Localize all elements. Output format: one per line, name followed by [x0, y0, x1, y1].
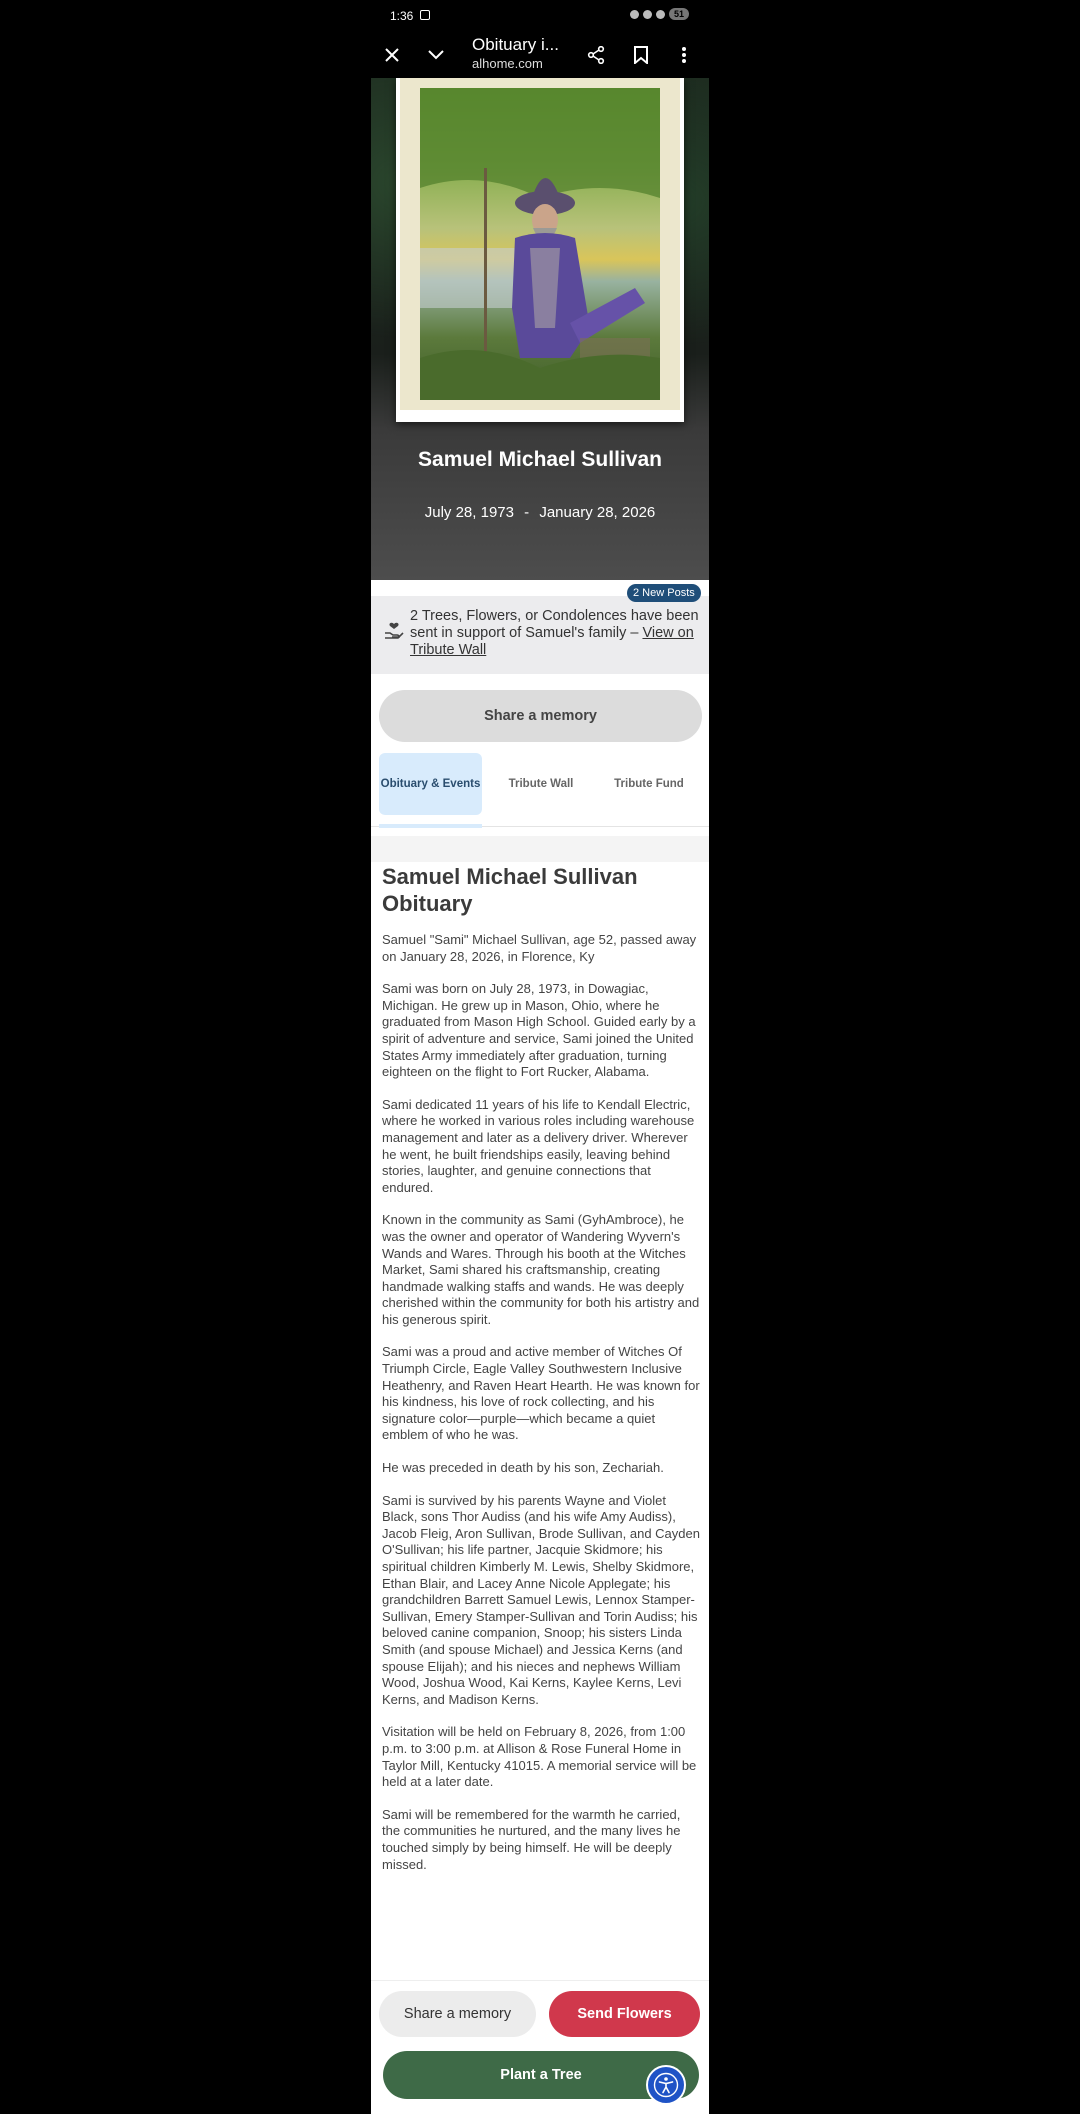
- obituary-article: [382, 862, 700, 1873]
- chevron-down-icon[interactable]: [423, 42, 449, 68]
- portrait-mat: [400, 78, 680, 410]
- status-bar: [371, 0, 709, 32]
- birth-date: July 28, 1973: [424, 504, 514, 521]
- hand-heart-icon: [384, 622, 404, 645]
- portrait-photo[interactable]: [420, 88, 660, 400]
- bookmark-icon[interactable]: [628, 42, 654, 68]
- phone-screen: [371, 0, 709, 2114]
- location-icon: [630, 10, 639, 19]
- obituary-paragraph: Known in the community as Sami (GyhAmbroce), he was the owner and operator of Wandering Wyvern's Wands and Wares. Through his booth at the Witches Market, Sami shared his craftsmanship, creating handmade walking staffs and wands. He was deeply cherished within the community for both his artistry and his generous spirit.: [382, 1212, 700, 1327]
- action-bar: [371, 1980, 709, 2114]
- portrait-frame: [396, 78, 684, 422]
- obituary-paragraph: Sami dedicated 11 years of his life to Kendall Electric, where he worked in various roles including warehouse management and later as a delivery driver. Wherever he went, he built friendships easily, leaving behind stories, laughter, and genuine connections that endured.: [382, 1096, 695, 1195]
- status-icons: [630, 8, 689, 20]
- plant-tree-button[interactable]: Plant a Tree: [383, 2051, 699, 2099]
- tribute-text: [410, 608, 700, 659]
- obituary-hero: [371, 78, 709, 580]
- death-date: January 28, 2026: [539, 504, 656, 521]
- tribute-message: 2 Trees, Flowers, or Condolences have been sent in support of Samuel's family –: [410, 608, 699, 641]
- accessibility-icon[interactable]: [646, 2065, 686, 2105]
- screen-record-icon: [420, 10, 430, 20]
- new-posts-badge: 2 New Posts: [627, 584, 701, 602]
- tab-obituary-events[interactable]: Obituary & Events: [379, 753, 482, 815]
- obituary-paragraph: Sami was a proud and active member of Witches Of Triumph Circle, Eagle Valley Southwestern Inclusive Heathenry, and Raven Heart Hearth. He was known for his kindness, his love of rock collecting, and his signature color—purple—which became a quiet emblem of who he was.: [382, 1344, 700, 1443]
- obituary-paragraph: Sami was born on July 28, 1973, in Dowagiac, Michigan. He grew up in Mason, Ohio, where he graduated from Mason High School. Guided early by a spirit of adventure and service, Sami joined the United States Army immediately after graduation, turning eighteen on the flight to Fort Rucker, Alabama.: [382, 981, 696, 1080]
- battery-icon: 51: [669, 8, 689, 20]
- status-time: 1:36: [390, 9, 414, 23]
- tab-tribute-wall[interactable]: Tribute Wall: [508, 778, 574, 790]
- browser-toolbar: [371, 32, 709, 78]
- obituary-paragraph: Samuel "Sami" Michael Sullivan, age 52, passed away on January 28, 2026, in Florence, Ky: [382, 932, 697, 964]
- close-icon[interactable]: [379, 42, 405, 68]
- tribute-wall-link[interactable]: View on Tribute Wall: [410, 625, 694, 658]
- share-memory-button-bottom[interactable]: Share a memory: [379, 1991, 536, 2037]
- page-title[interactable]: Obituary i...: [472, 35, 559, 54]
- tab-tribute-fund[interactable]: Tribute Fund: [614, 778, 684, 790]
- date-separator: -: [524, 504, 530, 521]
- section-gap: [371, 836, 709, 862]
- share-memory-button[interactable]: Share a memory: [379, 690, 702, 742]
- more-vert-icon[interactable]: [671, 42, 697, 68]
- wifi-icon: [643, 10, 652, 19]
- deceased-name: Samuel Michael Sullivan: [418, 448, 662, 471]
- obituary-paragraph: Sami will be remembered for the warmth he carried, the communities he nurtured, and the many lives he touched simply by being himself. He will be deeply missed.: [382, 1806, 681, 1872]
- page-url[interactable]: alhome.com: [472, 56, 543, 71]
- tribute-banner[interactable]: [371, 596, 709, 674]
- active-tab-indicator: [379, 824, 482, 828]
- obituary-paragraph: Sami is survived by his parents Wayne and Violet Black, sons Thor Audiss (and his wife Amy Audiss), Jacob Fleig, Aron Sullivan, Brode Sullivan, and Cayden O'Sullivan; his life partner, Jacquie Skidmore; his spiritual children Kimberly M. Lewis, Shelby Skidmore, Ethan Blair, and Lacey Anne Nicole Applegate; his grandchildren Barrett Samuel Lewis, Lennox Stamper-Sullivan, Emery Stamper-Sullivan and Torin Audiss; his beloved canine companion, Snoop; his sisters Linda Smith (and spouse Michael) and Jessica Kerns (and spouse Elijah); and his nieces and nephews William Wood, Joshua Wood, Kai Kerns, Kaylee Kerns, Levi Kerns, and Madison Kerns.: [382, 1492, 700, 1707]
- obituary-heading: Samuel Michael Sullivan Obituary: [382, 864, 638, 916]
- life-dates: [371, 504, 709, 521]
- share-icon[interactable]: [583, 42, 609, 68]
- signal-icon: [656, 10, 665, 19]
- send-flowers-button[interactable]: Send Flowers: [549, 1991, 700, 2037]
- obituary-paragraph: Visitation will be held on February 8, 2026, from 1:00 p.m. to 3:00 p.m. at Allison & Rose Funeral Home in Taylor Mill, Kentucky 41015. A memorial service will be held at a later date.: [382, 1724, 697, 1790]
- obituary-paragraph: He was preceded in death by his son, Zechariah.: [382, 1460, 664, 1476]
